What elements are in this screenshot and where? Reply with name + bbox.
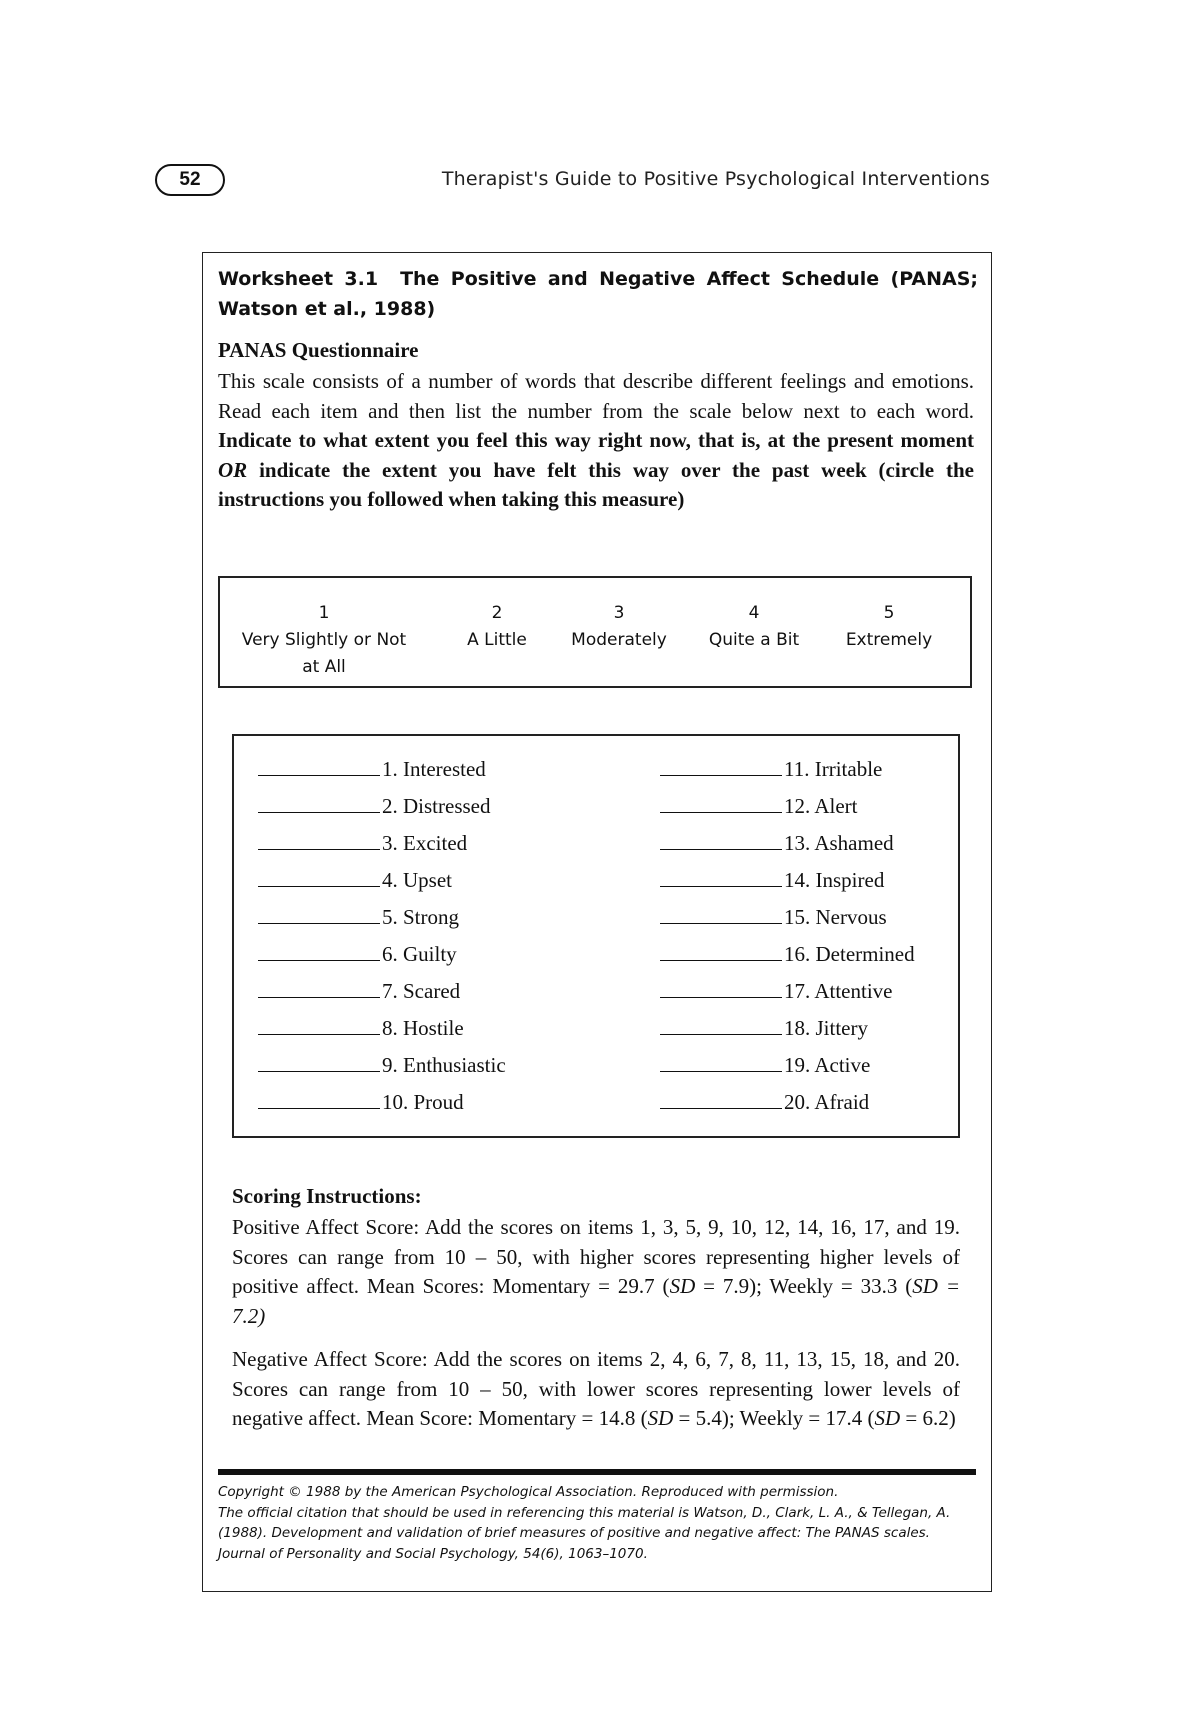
scale-number: 1 [318, 603, 330, 623]
response-blank[interactable] [258, 831, 380, 850]
scale-label: Extremely [845, 630, 933, 650]
scale-number: 5 [883, 603, 895, 623]
scale-option-4 [690, 600, 818, 654]
list-item: 5. Strong [258, 904, 459, 930]
response-blank[interactable] [660, 979, 782, 998]
scale-label: Very Slightly or Not at All [241, 630, 407, 677]
list-item: 16. Determined [660, 941, 915, 967]
items-list [232, 734, 960, 1138]
scale-number: 4 [748, 603, 760, 623]
scoring-heading: Scoring Instructions: [232, 1184, 422, 1208]
list-item: 20. Afraid [660, 1089, 869, 1115]
scale-label: Moderately [571, 630, 667, 650]
negative-affect-scoring: Negative Affect Score: Add the scores on items 2, 4, 6, 7, 8, 11, 13, 15, 18, and 20. Scores can range from 10 – 50, with lower scores representing lower levels of negative affect. Mean Score: Momentary = 14.8 (SD = 5.4); Weekly = 17.4 (SD = 6.2) [232, 1347, 960, 1430]
response-blank[interactable] [258, 868, 380, 887]
scale-option-2 [442, 600, 552, 654]
response-blank[interactable] [660, 1053, 782, 1072]
list-item: 14. Inspired [660, 867, 884, 893]
list-item: 6. Guilty [258, 941, 457, 967]
response-blank[interactable] [660, 1016, 782, 1035]
rating-scale [218, 576, 972, 688]
list-item: 10. Proud [258, 1089, 464, 1115]
page-number: 52 [155, 164, 225, 196]
list-item: 1. Interested [258, 756, 486, 782]
instructions-bold-1: Indicate to what extent you feel this way right now, that is, at the present moment [218, 428, 974, 452]
list-item: 4. Upset [258, 867, 452, 893]
scale-label: Quite a Bit [708, 630, 800, 650]
response-blank[interactable] [258, 979, 380, 998]
response-blank[interactable] [660, 1090, 782, 1109]
response-blank[interactable] [660, 794, 782, 813]
response-blank[interactable] [258, 1090, 380, 1109]
instructions-or: OR [218, 457, 248, 482]
list-item: 15. Nervous [660, 904, 887, 930]
scale-option-3 [558, 600, 680, 654]
list-item: 17. Attentive [660, 978, 893, 1004]
instructions-plain: This scale consists of a number of words that describe different feelings and emotions. Read each item and then list the number from the scale below next to each word. [218, 369, 974, 423]
list-item: 7. Scared [258, 978, 460, 1004]
copyright-notice [218, 1482, 978, 1564]
worksheet-label: Worksheet 3.1 [218, 268, 379, 290]
response-blank[interactable] [258, 942, 380, 961]
scale-option-1 [234, 600, 414, 681]
response-blank[interactable] [258, 905, 380, 924]
response-blank[interactable] [660, 905, 782, 924]
scale-option-5 [828, 600, 950, 654]
response-blank[interactable] [660, 757, 782, 776]
list-item: 12. Alert [660, 793, 858, 819]
instructions-bold-2: indicate the extent you have felt this way over the past week (circle the instructions you followed when taking this measure) [218, 457, 975, 511]
response-blank[interactable] [258, 757, 380, 776]
list-item: 3. Excited [258, 830, 467, 856]
scale-number: 2 [491, 603, 503, 623]
response-blank[interactable] [660, 942, 782, 961]
list-item: 8. Hostile [258, 1015, 464, 1041]
list-item: 19. Active [660, 1052, 870, 1078]
copyright-line: Copyright © 1988 by the American Psychological Association. Reproduced with permission. [218, 1484, 839, 1500]
response-blank[interactable] [258, 1053, 380, 1072]
citation-line: The official citation that should be used in referencing this material is Watson, D., Clark, L. A., & Tellegan, A. (1988). Development and validation of brief measures of positive and negative affect: The PANAS scales. Journal of Personality and Social Psychology, 54(6), 1063–1070. [218, 1504, 951, 1562]
worksheet-name: The Positive and Negative Affect Schedule (PANAS; Watson et al., 1988) [218, 268, 978, 320]
response-blank[interactable] [660, 868, 782, 887]
response-blank[interactable] [258, 1016, 380, 1035]
list-item: 11. Irritable [660, 756, 882, 782]
response-blank[interactable] [258, 794, 380, 813]
list-item: 13. Ashamed [660, 830, 894, 856]
list-item: 18. Jittery [660, 1015, 868, 1041]
scale-number: 3 [613, 603, 625, 623]
list-item: 9. Enthusiastic [258, 1052, 506, 1078]
list-item: 2. Distressed [258, 793, 491, 819]
positive-affect-scoring: Positive Affect Score: Add the scores on items 1, 3, 5, 9, 10, 12, 14, 16, 17, and 19. Scores can range from 10 – 50, with higher scores representing higher levels of positive affect. Mean Scores: Momentary = 29.7 (SD = 7.9); Weekly = 33.3 (SD = 7.2) [232, 1215, 961, 1328]
questionnaire-instructions [218, 367, 974, 515]
running-title: Therapist's Guide to Positive Psychological Interventions [441, 168, 990, 190]
questionnaire-heading: PANAS Questionnaire [218, 338, 419, 362]
scale-label: A Little [467, 630, 527, 650]
worksheet-title [218, 264, 978, 324]
divider [218, 1469, 976, 1475]
response-blank[interactable] [660, 831, 782, 850]
